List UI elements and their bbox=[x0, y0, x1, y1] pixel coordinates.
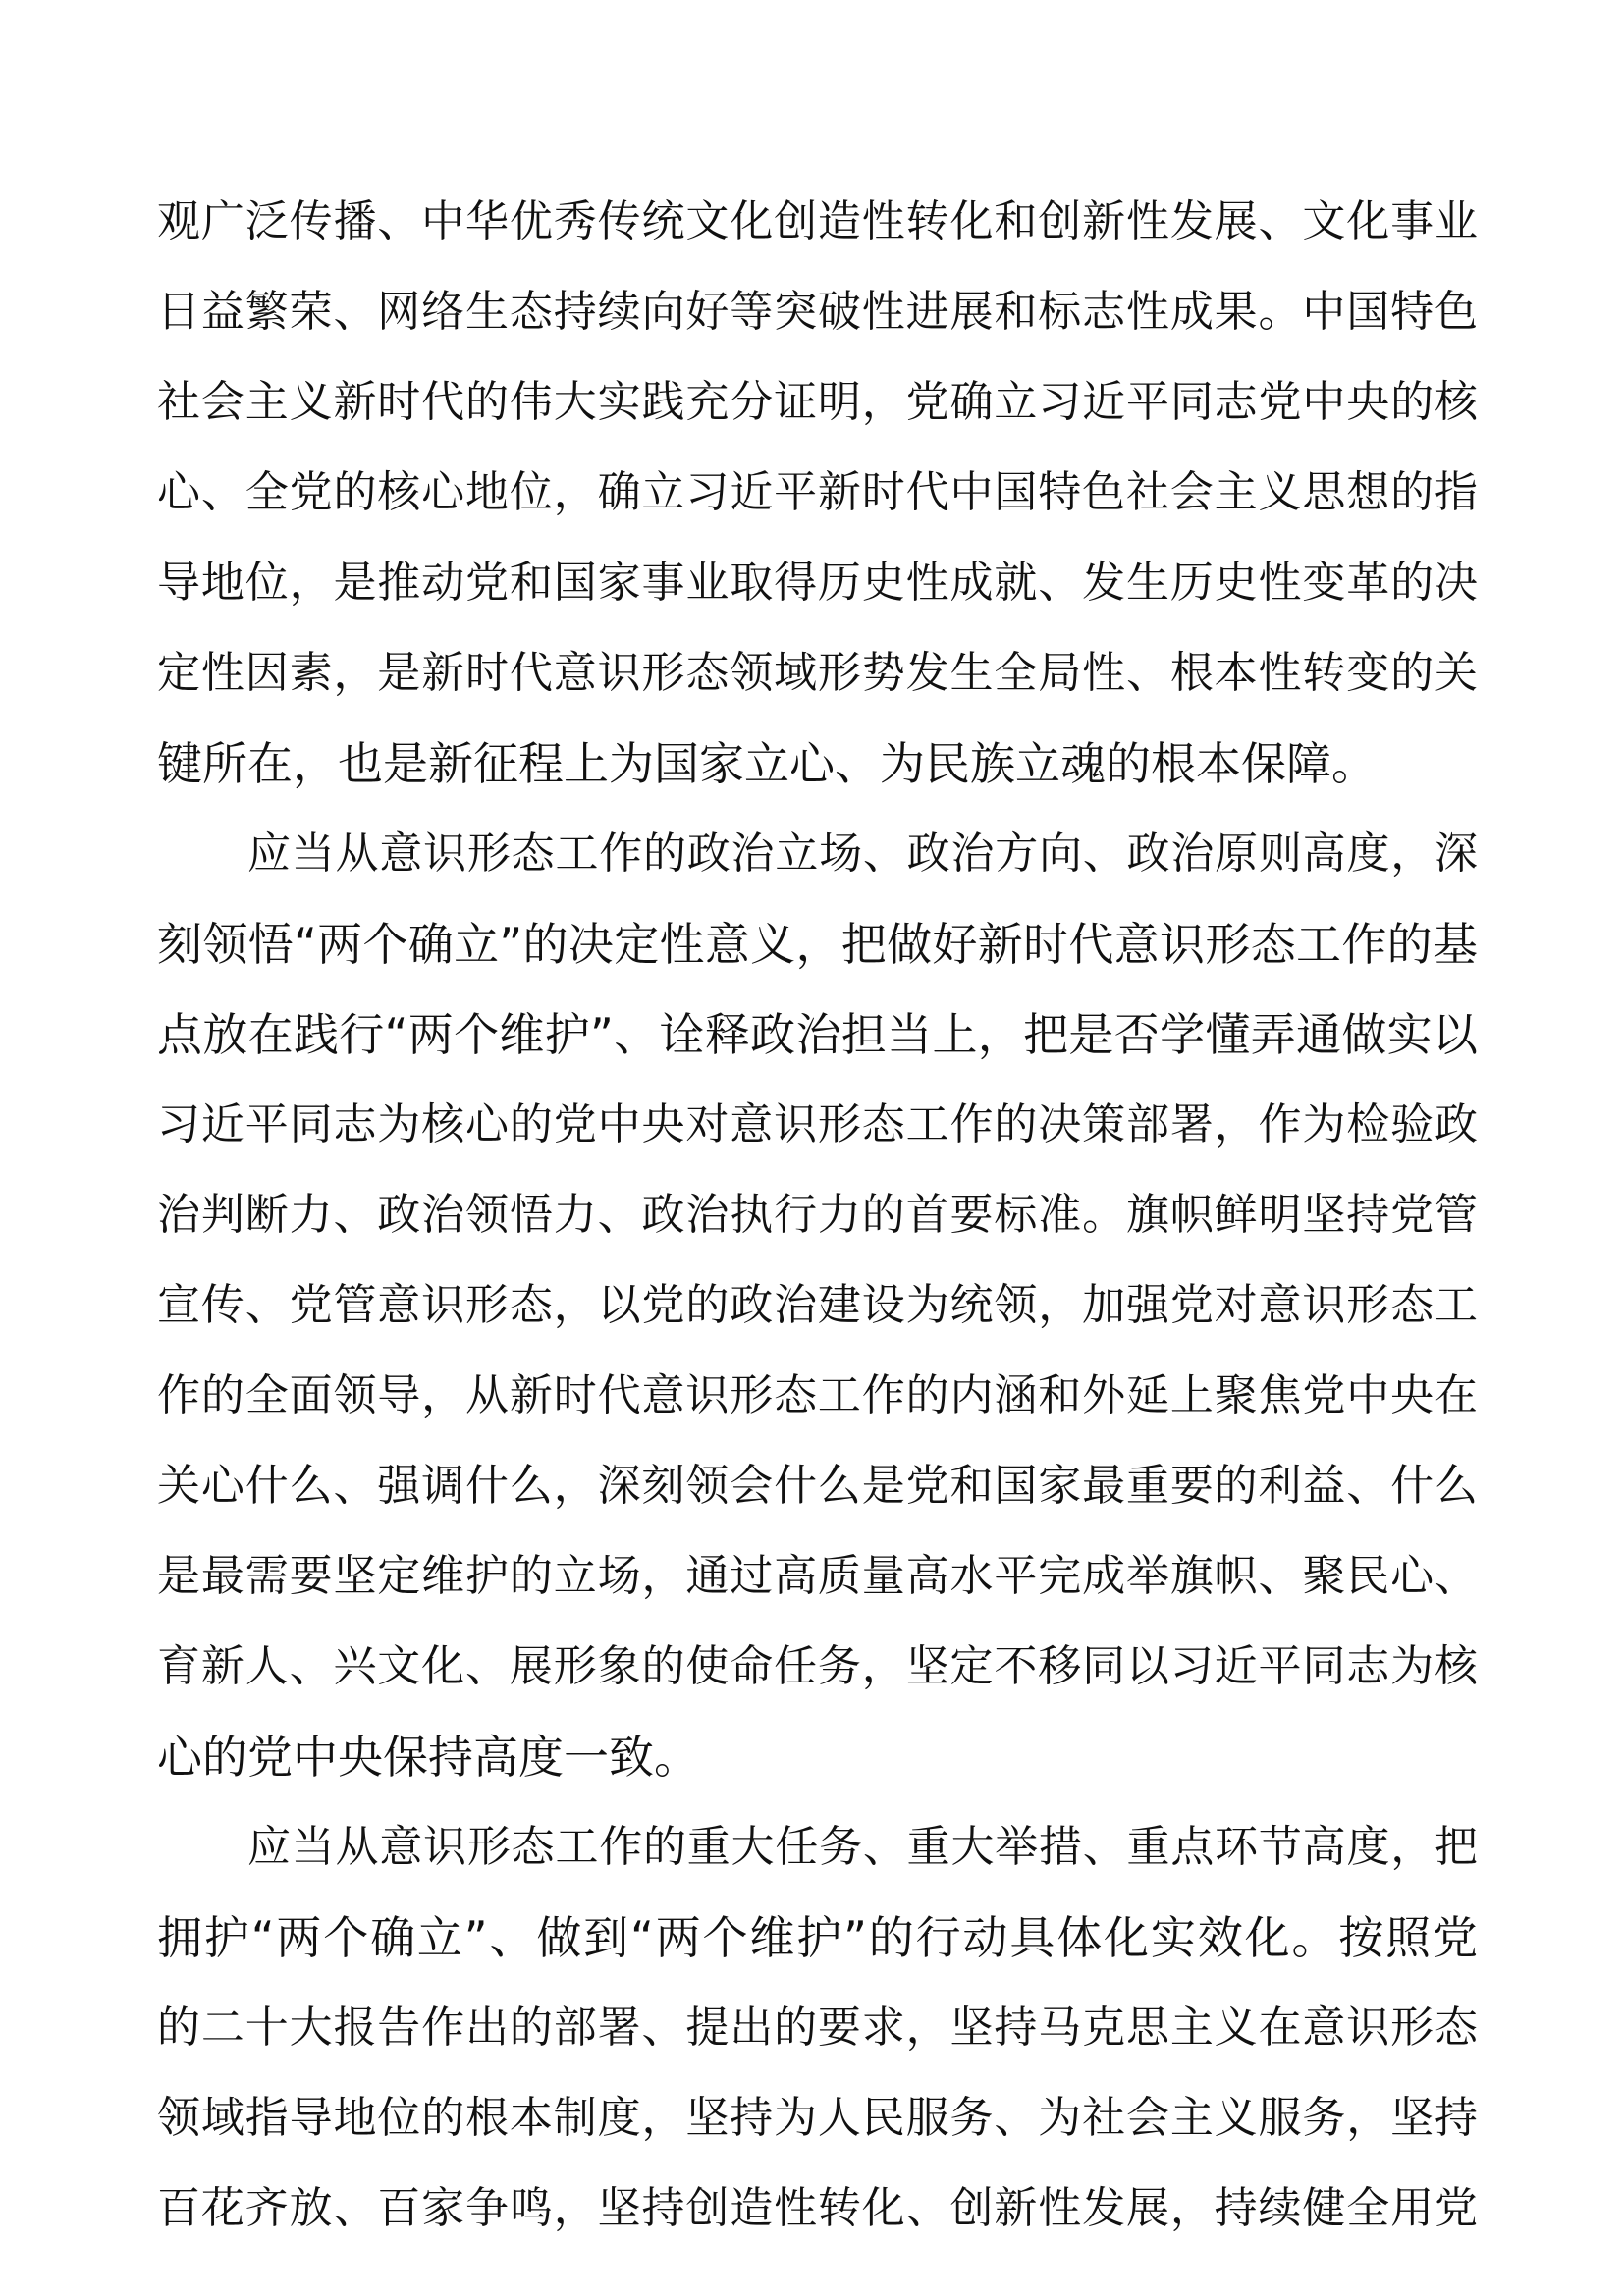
text-line: 点放在践行“两个维护”、诠释政治担当上，把是否学懂弄通做实以 bbox=[157, 1008, 1478, 1061]
text-line: 心、全党的核心地位，确立习近平新时代中国特色社会主义思想的指 bbox=[157, 467, 1478, 517]
text-line: 关心什么、强调什么，深刻领会什么是党和国家最重要的利益、什么 bbox=[157, 1461, 1478, 1511]
text-line: 是最需要坚定维护的立场，通过高质量高水平完成举旗帜、聚民心、 bbox=[157, 1551, 1478, 1601]
body-text bbox=[157, 177, 1478, 2254]
text-line: 刻领悟“两个确立”的决定性意义，把做好新时代意识形态工作的基 bbox=[157, 918, 1478, 971]
text-line: 治判断力、政治领悟力、政治执行力的首要标准。旗帜鲜明坚持党管 bbox=[157, 1190, 1478, 1240]
paragraph-2 bbox=[157, 809, 1478, 1802]
text-line: 作的全面领导，从新时代意识形态工作的内涵和外延上聚焦党中央在 bbox=[157, 1370, 1478, 1420]
text-line: 导地位，是推动党和国家事业取得历史性成就、发生历史性变革的决 bbox=[157, 558, 1478, 608]
text-line: 观广泛传播、中华优秀传统文化创造性转化和创新性发展、文化事业 bbox=[157, 196, 1478, 246]
text-line: 社会主义新时代的伟大实践充分证明，党确立习近平同志党中央的核 bbox=[157, 377, 1478, 427]
text-line: 百花齐放、百家争鸣，坚持创造性转化、创新性发展，持续健全用党 bbox=[157, 2183, 1478, 2233]
paragraph-3 bbox=[157, 1802, 1478, 2254]
text-line: 应当从意识形态工作的重大任务、重大举措、重点环节高度，把 bbox=[247, 1822, 1478, 1872]
text-line: 应当从意识形态工作的政治立场、政治方向、政治原则高度，深 bbox=[247, 828, 1478, 879]
text-line: 键所在，也是新征程上为国家立心、为民族立魂的根本保障。 bbox=[157, 737, 1377, 790]
text-line: 习近平同志为核心的党中央对意识形态工作的决策部署，作为检验政 bbox=[157, 1099, 1478, 1149]
text-line: 日益繁荣、网络生态持续向好等突破性进展和标志性成果。中国特色 bbox=[157, 287, 1478, 337]
text-line: 定性因素，是新时代意识形态领域形势发生全局性、根本性转变的关 bbox=[157, 648, 1478, 698]
text-line: 宣传、党管意识形态，以党的政治建设为统领，加强党对意识形态工 bbox=[157, 1280, 1478, 1330]
text-line: 心的党中央保持高度一致。 bbox=[157, 1731, 699, 1784]
text-line: 拥护“两个确立”、做到“两个维护”的行动具体化实效化。按照党 bbox=[157, 1911, 1478, 1964]
paragraph-1 bbox=[157, 177, 1478, 809]
text-line: 领域指导地位的根本制度，坚持为人民服务、为社会主义服务，坚持 bbox=[157, 2093, 1478, 2143]
text-line: 育新人、兴文化、展形象的使命任务，坚定不移同以习近平同志为核 bbox=[157, 1641, 1478, 1691]
text-line: 的二十大报告作出的部署、提出的要求，坚持马克思主义在意识形态 bbox=[157, 2002, 1478, 2053]
